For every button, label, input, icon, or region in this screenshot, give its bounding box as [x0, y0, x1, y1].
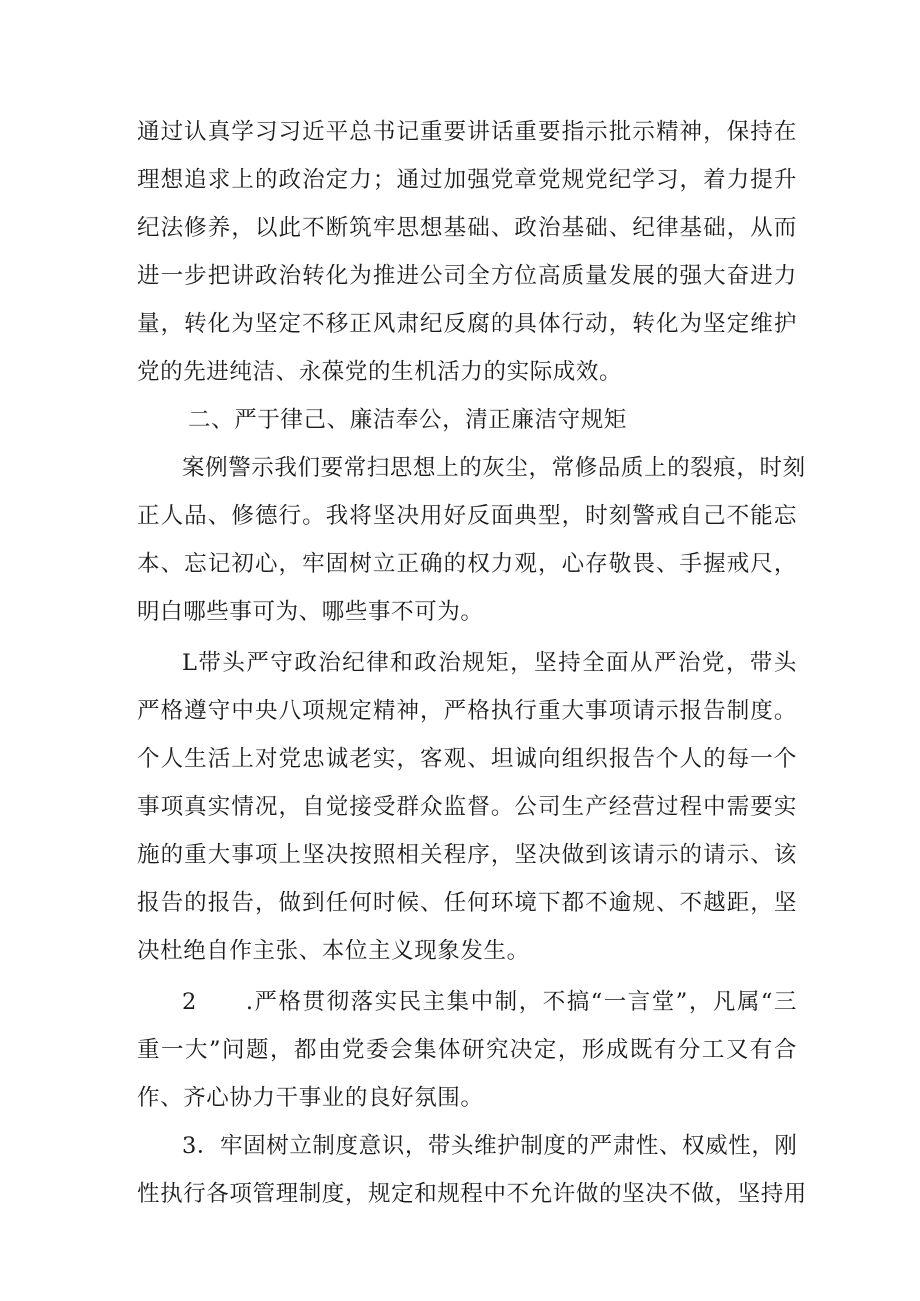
- paragraph-line: 纪法修养，以此不断筑牢思想基础、政治基础、纪律基础，从而: [137, 215, 797, 241]
- paragraph-line: 事项真实情况，自觉接受群众监督。公司生产经营过程中需要实: [137, 794, 797, 820]
- paragraph-line: 党的先进纯洁、永葆党的生机活力的实际成效。: [137, 359, 623, 385]
- paragraph-line: 报告的报告，做到任何时候、任何环境下都不逾规、不越距，坚: [137, 890, 797, 916]
- list-item-2-line: 2 .严格贯彻落实民主集中制，不搞“一言堂”，凡属“三: [182, 989, 797, 1015]
- paragraph-line: 进一步把讲政治转化为推进公司全方位高质量发展的强大奋进力: [137, 263, 797, 289]
- paragraph-line: 严格遵守中央八项规定精神，严格执行重大事项请示报告制度。: [137, 698, 797, 724]
- paragraph-line: 正人品、修德行。我将坚决用好反面典型，时刻警戒自己不能忘: [137, 503, 797, 529]
- paragraph-line: 重一大”问题，都由党委会集体研究决定，形成既有分工又有合: [137, 1037, 797, 1063]
- paragraph-line: 作、齐心协力干事业的良好氛围。: [137, 1085, 484, 1111]
- paragraph-line: 个人生活上对党忠诚老实，客观、坦诚向组织报告个人的每一个: [137, 746, 797, 772]
- paragraph-line: 施的重大事项上坚决按照相关程序，坚决做到该请示的请示、该: [137, 842, 797, 868]
- paragraph-line: 本、忘记初心，牢固树立正确的权力观，心存敬畏、手握戒尺，: [137, 551, 797, 577]
- section-heading: 二、严于律己、廉洁奉公，清正廉洁守规矩: [188, 407, 627, 433]
- list-item-3-line: 3．牢固树立制度意识，带头维护制度的严肃性、权威性，刚: [182, 1133, 798, 1159]
- list-item-1-line: L带头严守政治纪律和政治规矩，坚持全面从严治党，带头: [182, 650, 797, 676]
- paragraph-line: 案例警示我们要常扫思想上的灰尘，常修品质上的裂痕，时刻: [182, 455, 806, 481]
- paragraph-line: 性执行各项管理制度，规定和规程中不允许做的坚决不做，坚持用: [137, 1181, 807, 1207]
- paragraph-line: 明白哪些事可为、哪些事不可为。: [137, 599, 484, 625]
- paragraph-line: 决杜绝自作主张、本位主义现象发生。: [137, 938, 530, 964]
- paragraph-line: 通过认真学习习近平总书记重要讲话重要指示批示精神，保持在: [137, 119, 797, 145]
- paragraph-line: 理想追求上的政治定力；通过加强党章党规党纪学习，着力提升: [137, 167, 797, 193]
- paragraph-line: 量，转化为坚定不移正风肃纪反腐的具体行动，转化为坚定维护: [137, 311, 797, 337]
